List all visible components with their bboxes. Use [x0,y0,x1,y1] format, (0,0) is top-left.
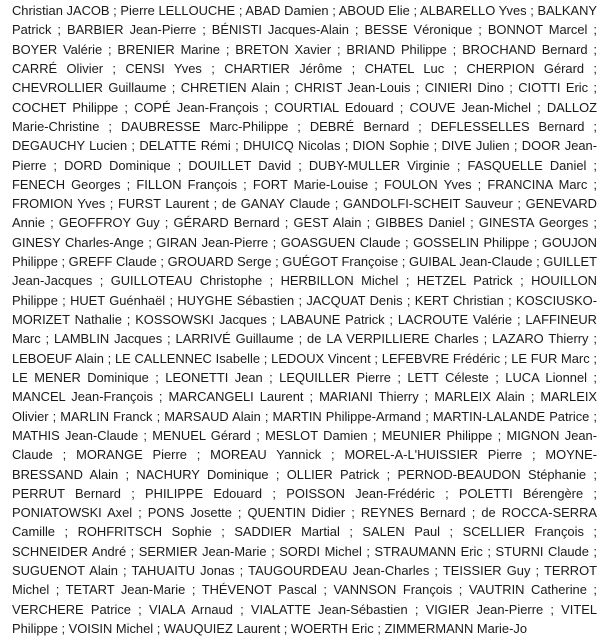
name-list-paragraph: Christian JACOB ; Pierre LELLOUCHE ; ABAD Damien ; ABOUD Elie ; ALBARELLO Yves ; BALKANY Patrick ; BARBIER Jean-Pierre ; BÉNISTI Jacques-Alain ; BESSE Véronique ; BONNOT Marcel ; BOYER Valérie ; BRENIER Marine ; BRETON Xavier ; BRIAND Philippe ; BROCHAND Bernard ; CARRÉ Olivier ; CENSI Yves ; CHARTIER Jérôme ; CHATEL Luc ; CHERPION Gérard ; CHEVROLLIER Guillaume ; CHRETIEN Alain ; CHRIST Jean-Louis ; CINIERI Dino ; CIOTTI Eric ; COCHET Philippe ; COPÉ Jean-François ; COURTIAL Edouard ; COUVE Jean-Michel ; DALLOZ Marie-Christine ; DAUBRESSE Marc-Philippe ; DEBRÉ Bernard ; DEFLESSELLES Bernard ; DEGAUCHY Lucien ; DELATTE Rémi ; DHUICQ Nicolas ; DION Sophie ; DIVE Julien ; DOOR Jean-Pierre ; DORD Dominique ; DOUILLET David ; DUBY-MULLER Virginie ; FASQUELLE Daniel ; FENECH Georges ; FILLON François ; FORT Marie-Louise ; FOULON Yves ; FRANCINA Marc ; FROMION Yves ; FURST Laurent ; de GANAY Claude ; GANDOLFI-SCHEIT Sauveur ; GENEVARD Annie ; GEOFFROY Guy ; GÉRARD Bernard ; GEST Alain ; GIBBES Daniel ; GINESTA Georges ; GINESY Charles-Ange ; GIRAN Jean-Pierre ; GOASGUEN Claude ; GOSSELIN Philippe ; GOUJON Philippe ; GREFF Claude ; GROUARD Serge ; GUÉGOT Françoise ; GUIBAL Jean-Claude ; GUILLET Jean-Jacques ; GUILLOTEAU Christophe ; HERBILLON Michel ; HETZEL Patrick ; HOUILLON Philippe ; HUET Guénhaël ; HUYGHE Sébastien ; JACQUAT Denis ; KERT Christian ; KOSCIUSKO-MORIZET Nathalie ; KOSSOWSKI Jacques ; LABAUNE Patrick ; LACROUTE Valérie ; LAFFINEUR Marc ; LAMBLIN Jacques ; LARRIVÉ Guillaume ; de LA VERPILLIERE Charles ; LAZARO Thierry ; LEBOEUF Alain ; LE CALLENNEC Isabelle ; LEDOUX Vincent ; LEFEBVRE Frédéric ; LE FUR Marc ; LE MENER Dominique ; LEONETTI Jean ; LEQUILLER Pierre ; LETT Céleste ; LUCA Lionnel ; MANCEL Jean-François ; MARCANGELI Laurent ; MARIANI Thierry ; MARLEIX Alain ; MARLEIX Olivier ; MARLIN Franck ; MARSAUD Alain ; MARTIN Philippe-Armand ; MARTIN-LALANDE Patrice ; MATHIS Jean-Claude ; MENUEL Gérard ; MESLOT Damien ; MEUNIER Philippe ; MIGNON Jean-Claude ; MORANGE Pierre ; MOREAU Yannick ; MOREL-A-L'HUISSIER Pierre ; MOYNE-BRESSAND Alain ; NACHURY Dominique ; OLLIER Patrick ; PERNOD-BEAUDON Stéphanie ; PERRUT Bernard ; PHILIPPE Edouard ; POISSON Jean-Frédéric ; POLETTI Bérengère ; PONIATOWSKI Axel ; PONS Josette ; QUENTIN Didier ; REYNES Bernard ; de ROCCA-SERRA Camille ; ROHFRITSCH Sophie ; SADDIER Martial ; SALEN Paul ; SCELLIER François ; SCHNEIDER André ; SERMIER Jean-Marie ; SORDI Michel ; STRAUMANN Eric ; STURNI Claude ; SUGUENOT Alain ; TAHUAITU Jonas ; TAUGOURDEAU Jean-Charles ; TEISSIER Guy ; TERROT Michel ; TETART Jean-Marie ; THÉVENOT Pascal ; VANNSON François ; VAUTRIN Catherine ; VERCHERE Patrice ; VIALA Arnaud ; VIALATTE Jean-Sébastien ; VIGIER Jean-Pierre ; VITEL Philippe ; VOISIN Michel ; WAUQUIEZ Laurent ; WOERTH Eric ; ZIMMERMANN Marie-Jo [12,3,597,636]
